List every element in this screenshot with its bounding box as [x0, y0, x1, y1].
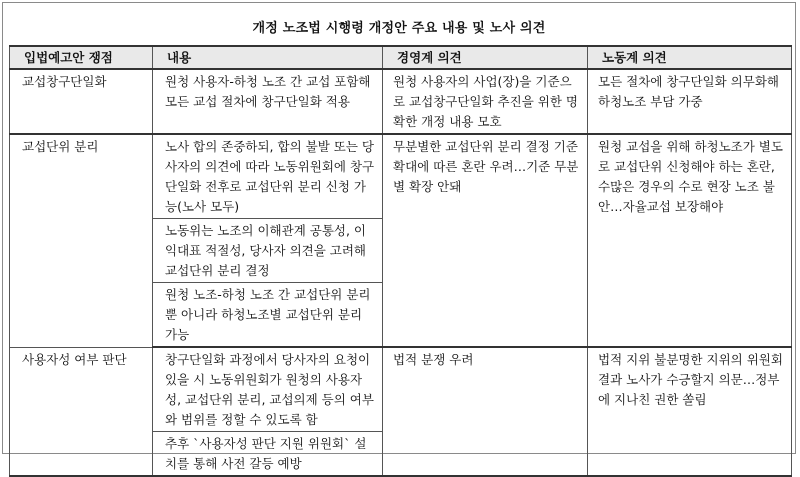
table-row	[10, 347, 792, 432]
business-opinion-cell: 원청 사용자의 사업(장)을 기준으로 교섭창구단일화 추진을 위한 명확한 개정 내용 모호	[383, 69, 588, 134]
issue-cell: 사용자성 여부 판단	[10, 347, 153, 476]
content-cell: 원청 사용자-하청 노조 간 교섭 포함해 모든 교섭 절차에 창구단일화 적용	[153, 69, 383, 134]
labor-opinion-cell: 모든 절차에 창구단일화 의무화해 하청노조 부담 가중	[588, 69, 792, 134]
labor-opinion-cell: 법적 지위 불분명한 지위의 위원회 결과 노사가 수긍할지 의문…정부에 지나친 권한 쏠림	[588, 347, 792, 476]
content-cell: 추후 `사용자성 판단 지원 위원회` 설치를 통해 사전 갈등 예방	[153, 432, 383, 477]
header-content: 내용	[153, 46, 383, 69]
header-business-opinion: 경영계 의견	[383, 46, 588, 69]
header-labor-opinion: 노동계 의견	[588, 46, 792, 69]
comparison-table	[9, 45, 792, 477]
issue-cell: 교섭단위 분리	[10, 134, 153, 347]
business-opinion-cell: 법적 분쟁 우려	[383, 347, 588, 476]
labor-opinion-cell: 원청 교섭을 위해 하청노조가 별도로 교섭단위 신청해야 하는 혼란, 수많은 경우의 수로 현장 노조 불안…자율교섭 보장해야	[588, 134, 792, 347]
business-opinion-cell: 무분별한 교섭단위 분리 결정 기준 확대에 따른 혼란 우려…기준 무분별 확장 안돼	[383, 134, 588, 347]
table-header-row	[10, 46, 792, 69]
content-cell: 노사 합의 존중하되, 합의 불발 또는 당사자의 의견에 따라 노동위원회에 창구단일화 전후로 교섭단위 분리 신청 가능(노사 모두)	[153, 134, 383, 219]
content-cell: 노동위는 노조의 이해관계 공통성, 이익대표 적절성, 당사자 의견을 고려해 교섭단위 분리 결정	[153, 219, 383, 283]
issue-cell: 교섭창구단일화	[10, 69, 153, 134]
table-row	[10, 69, 792, 134]
document-title: 개정 노조법 시행령 개정안 주요 내용 및 노사 의견	[252, 21, 546, 36]
content-cell: 창구단일화 과정에서 당사자의 요청이 있을 시 노동위원회가 원청의 사용자성, 교섭단위 분리, 교섭의제 등의 여부와 범위를 정할 수 있도록 함	[153, 347, 383, 432]
content-cell: 원청 노조-하청 노조 간 교섭단위 분리뿐 아니라 하청노조별 교섭단위 분리 가능	[153, 283, 383, 348]
document-frame	[2, 2, 796, 471]
table-row	[10, 134, 792, 219]
header-issue: 입법예고안 쟁점	[10, 46, 153, 69]
